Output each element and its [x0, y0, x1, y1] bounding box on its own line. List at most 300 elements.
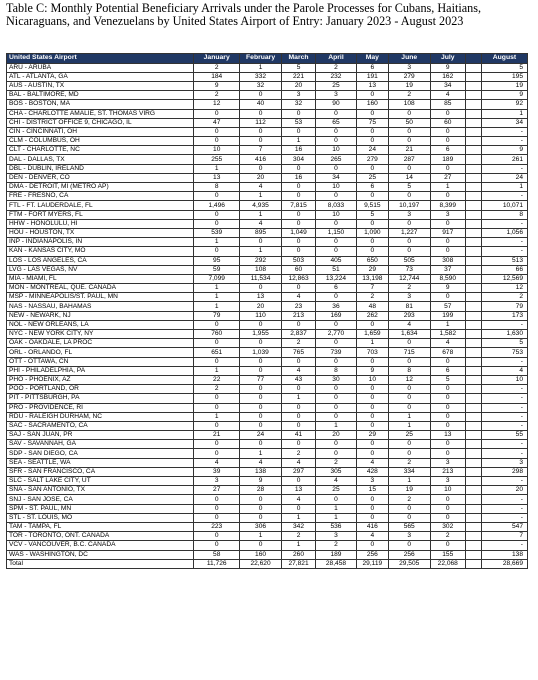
- value-cell: 112: [240, 118, 282, 127]
- cell-spacer: [465, 164, 481, 173]
- cell-spacer: [465, 210, 481, 219]
- value-cell: 1,227: [388, 228, 430, 237]
- table-row: [7, 164, 528, 173]
- value-cell: -: [481, 219, 527, 228]
- value-cell: 0: [388, 164, 430, 173]
- value-cell: 13,198: [356, 274, 388, 283]
- value-cell: 332: [240, 72, 282, 81]
- value-cell: 0: [316, 219, 357, 228]
- value-cell: 25: [316, 486, 357, 495]
- value-cell: -: [481, 320, 527, 329]
- cell-spacer: [465, 183, 481, 192]
- value-cell: 261: [481, 155, 527, 164]
- value-cell: 3: [281, 91, 315, 100]
- value-cell: 0: [316, 449, 357, 458]
- value-cell: 0: [316, 357, 357, 366]
- airport-name-cell: ARU - ARUBA: [7, 63, 194, 72]
- value-cell: 160: [240, 550, 282, 559]
- value-cell: 2: [388, 91, 430, 100]
- value-cell: 505: [388, 256, 430, 265]
- cell-spacer: [465, 155, 481, 164]
- value-cell: 0: [194, 320, 240, 329]
- value-cell: 3: [481, 458, 527, 467]
- value-cell: 51: [316, 265, 357, 274]
- value-cell: 0: [356, 440, 388, 449]
- airport-name-cell: OAK - OAKDALE, LA PROC: [7, 339, 194, 348]
- value-cell: 0: [356, 91, 388, 100]
- column-header: June: [388, 54, 430, 64]
- value-cell: 0: [240, 238, 282, 247]
- value-cell: 428: [356, 467, 388, 476]
- value-cell: 32: [281, 100, 315, 109]
- value-cell: 13,224: [316, 274, 357, 283]
- value-cell: 3: [388, 293, 430, 302]
- value-cell: 10: [316, 146, 357, 155]
- value-cell: 27,821: [281, 559, 315, 568]
- cell-spacer: [465, 320, 481, 329]
- value-cell: 0: [316, 440, 357, 449]
- value-cell: 10,197: [388, 201, 430, 210]
- table-row: [7, 504, 528, 513]
- airport-name-cell: POO - PORTLAND, OR: [7, 385, 194, 394]
- value-cell: 221: [281, 72, 315, 81]
- value-cell: 27: [430, 173, 465, 182]
- value-cell: 108: [388, 100, 430, 109]
- value-cell: 0: [388, 403, 430, 412]
- table-row: [7, 320, 528, 329]
- value-cell: 47: [194, 118, 240, 127]
- value-cell: 0: [356, 385, 388, 394]
- value-cell: 0: [281, 127, 315, 136]
- airport-name-cell: PRO - PROVIDENCE, RI: [7, 403, 194, 412]
- airport-name-cell: NOL - NEW ORLEANS, LA: [7, 320, 194, 329]
- value-cell: 0: [430, 394, 465, 403]
- value-cell: 0: [388, 247, 430, 256]
- airport-name-cell: CLT - CHARLOTTE, NC: [7, 146, 194, 155]
- value-cell: 0: [388, 137, 430, 146]
- value-cell: 138: [481, 550, 527, 559]
- table-row: [7, 146, 528, 155]
- value-cell: 0: [281, 477, 315, 486]
- value-cell: 9: [240, 477, 282, 486]
- value-cell: -: [481, 385, 527, 394]
- value-cell: 13: [194, 173, 240, 182]
- value-cell: 1: [430, 320, 465, 329]
- value-cell: 108: [240, 265, 282, 274]
- value-cell: 0: [281, 164, 315, 173]
- value-cell: 10: [481, 375, 527, 384]
- value-cell: 0: [316, 137, 357, 146]
- value-cell: 15: [356, 486, 388, 495]
- cell-spacer: [465, 109, 481, 118]
- value-cell: 342: [281, 522, 315, 531]
- value-cell: 29,119: [356, 559, 388, 568]
- table-row: [7, 293, 528, 302]
- value-cell: 4: [240, 458, 282, 467]
- value-cell: 2,770: [316, 330, 357, 339]
- value-cell: 232: [316, 72, 357, 81]
- table-row: [7, 532, 528, 541]
- value-cell: 1,039: [240, 348, 282, 357]
- value-cell: 0: [356, 421, 388, 430]
- value-cell: 79: [194, 311, 240, 320]
- value-cell: 4: [481, 366, 527, 375]
- cell-spacer: [465, 100, 481, 109]
- value-cell: 2: [194, 91, 240, 100]
- value-cell: 95: [194, 256, 240, 265]
- value-cell: 0: [194, 532, 240, 541]
- value-cell: 0: [356, 320, 388, 329]
- value-cell: 12: [388, 375, 430, 384]
- value-cell: 1: [240, 449, 282, 458]
- value-cell: 8: [316, 366, 357, 375]
- value-cell: 292: [240, 256, 282, 265]
- value-cell: 0: [430, 109, 465, 118]
- value-cell: -: [481, 421, 527, 430]
- value-cell: 1: [316, 421, 357, 430]
- cell-spacer: [465, 137, 481, 146]
- value-cell: 0: [281, 403, 315, 412]
- value-cell: 260: [281, 550, 315, 559]
- airport-name-cell: NEW - NEWARK, NJ: [7, 311, 194, 320]
- value-cell: 0: [430, 440, 465, 449]
- value-cell: 7,815: [281, 201, 315, 210]
- value-cell: 0: [430, 238, 465, 247]
- value-cell: 138: [240, 467, 282, 476]
- cell-spacer: [465, 311, 481, 320]
- value-cell: 2: [388, 284, 430, 293]
- cell-spacer: [465, 173, 481, 182]
- value-cell: 77: [240, 375, 282, 384]
- value-cell: 0: [430, 192, 465, 201]
- value-cell: 1,955: [240, 330, 282, 339]
- column-header: August: [481, 54, 527, 64]
- table-row: [7, 449, 528, 458]
- value-cell: 0: [194, 513, 240, 522]
- table-row: [7, 109, 528, 118]
- airport-name-cell: SAJ - SAN JUAN, PR: [7, 431, 194, 440]
- value-cell: 3: [316, 91, 357, 100]
- airport-name-cell: MIA - MIAMI, FL: [7, 274, 194, 283]
- table-row: [7, 394, 528, 403]
- value-cell: 0: [356, 541, 388, 550]
- value-cell: 0: [356, 219, 388, 228]
- value-cell: 0: [240, 403, 282, 412]
- value-cell: 2: [481, 293, 527, 302]
- value-cell: 0: [194, 421, 240, 430]
- value-cell: 34: [481, 118, 527, 127]
- table-row: [7, 63, 528, 72]
- value-cell: -: [481, 137, 527, 146]
- table-row: [7, 192, 528, 201]
- value-cell: 304: [281, 155, 315, 164]
- cell-spacer: [465, 146, 481, 155]
- value-cell: 265: [316, 155, 357, 164]
- value-cell: 25: [388, 431, 430, 440]
- value-cell: 1: [240, 532, 282, 541]
- value-cell: 10: [356, 375, 388, 384]
- value-cell: 0: [281, 238, 315, 247]
- value-cell: 1,150: [316, 228, 357, 237]
- value-cell: 0: [388, 440, 430, 449]
- value-cell: 9: [194, 81, 240, 90]
- value-cell: -: [481, 440, 527, 449]
- table-row: [7, 173, 528, 182]
- value-cell: 223: [194, 522, 240, 531]
- value-cell: 2,837: [281, 330, 315, 339]
- value-cell: 0: [194, 247, 240, 256]
- value-cell: 0: [356, 449, 388, 458]
- table-row: [7, 421, 528, 430]
- value-cell: 11,726: [194, 559, 240, 568]
- value-cell: 0: [430, 513, 465, 522]
- value-cell: 298: [481, 467, 527, 476]
- cell-spacer: [465, 238, 481, 247]
- airport-name-cell: FTM - FORT MYERS, FL: [7, 210, 194, 219]
- value-cell: 0: [388, 385, 430, 394]
- table-row: [7, 81, 528, 90]
- value-cell: 256: [356, 550, 388, 559]
- value-cell: 7: [240, 146, 282, 155]
- value-cell: 36: [316, 302, 357, 311]
- airport-name-cell: SAC - SACRAMENTO, CA: [7, 421, 194, 430]
- value-cell: 173: [481, 311, 527, 320]
- value-cell: 0: [316, 339, 357, 348]
- value-cell: 0: [388, 449, 430, 458]
- value-cell: 4: [194, 458, 240, 467]
- value-cell: 34: [316, 173, 357, 182]
- value-cell: 24: [356, 146, 388, 155]
- table-row: [7, 201, 528, 210]
- value-cell: 2: [194, 385, 240, 394]
- value-cell: 14: [388, 173, 430, 182]
- value-cell: 1: [356, 339, 388, 348]
- cell-spacer: [465, 504, 481, 513]
- value-cell: 4: [240, 219, 282, 228]
- value-cell: 81: [388, 302, 430, 311]
- cell-spacer: [465, 330, 481, 339]
- value-cell: 0: [316, 164, 357, 173]
- value-cell: 4: [356, 458, 388, 467]
- airport-name-cell: FRE - FRESNO, CA: [7, 192, 194, 201]
- table-row: [7, 284, 528, 293]
- value-cell: 16: [281, 173, 315, 182]
- table-row: [7, 458, 528, 467]
- value-cell: 302: [430, 522, 465, 531]
- value-cell: 20: [240, 302, 282, 311]
- value-cell: 1: [240, 192, 282, 201]
- value-cell: 0: [240, 385, 282, 394]
- value-cell: 0: [316, 127, 357, 136]
- value-cell: 1: [194, 293, 240, 302]
- table-row: [7, 440, 528, 449]
- value-cell: 24: [240, 431, 282, 440]
- cell-spacer: [465, 541, 481, 550]
- value-cell: 1: [194, 164, 240, 173]
- value-cell: 0: [316, 109, 357, 118]
- value-cell: 1: [481, 109, 527, 118]
- value-cell: -: [481, 412, 527, 421]
- value-cell: 4: [430, 91, 465, 100]
- table-row: [7, 513, 528, 522]
- value-cell: 0: [316, 238, 357, 247]
- value-cell: 9: [481, 146, 527, 155]
- value-cell: 4: [240, 183, 282, 192]
- airport-name-cell: DBL - DUBLIN, IRELAND: [7, 164, 194, 173]
- airport-name-cell: PIT - PITTSBURGH, PA: [7, 394, 194, 403]
- value-cell: 4: [281, 366, 315, 375]
- airport-name-cell: BOS - BOSTON, MA: [7, 100, 194, 109]
- value-cell: 9,515: [356, 201, 388, 210]
- value-cell: 0: [281, 385, 315, 394]
- value-cell: -: [481, 164, 527, 173]
- airport-name-cell: SDP - SAN DIEGO, CA: [7, 449, 194, 458]
- airport-name-cell: BAL - BALTIMORE, MD: [7, 91, 194, 100]
- airport-name-cell: AUS - AUSTIN, TX: [7, 81, 194, 90]
- value-cell: 0: [316, 247, 357, 256]
- value-cell: 0: [388, 192, 430, 201]
- table-row: [7, 412, 528, 421]
- value-cell: 2: [316, 541, 357, 550]
- value-cell: 155: [430, 550, 465, 559]
- table-row: [7, 541, 528, 550]
- value-cell: 9: [430, 63, 465, 72]
- value-cell: 160: [356, 100, 388, 109]
- table-row: [7, 210, 528, 219]
- value-cell: 0: [281, 210, 315, 219]
- cell-spacer: [465, 118, 481, 127]
- value-cell: 22,620: [240, 559, 282, 568]
- value-cell: 55: [481, 431, 527, 440]
- value-cell: 1: [430, 183, 465, 192]
- value-cell: -: [481, 541, 527, 550]
- value-cell: -: [481, 192, 527, 201]
- table-row: [7, 403, 528, 412]
- value-cell: 678: [430, 348, 465, 357]
- value-cell: 0: [430, 293, 465, 302]
- value-cell: 739: [316, 348, 357, 357]
- cell-spacer: [465, 440, 481, 449]
- value-cell: 12,744: [388, 274, 430, 283]
- value-cell: 10: [430, 486, 465, 495]
- value-cell: 25: [316, 81, 357, 90]
- airport-name-cell: SFR - SAN FRANCISCO, CA: [7, 467, 194, 476]
- value-cell: 20: [240, 173, 282, 182]
- value-cell: 405: [316, 256, 357, 265]
- value-cell: 0: [194, 192, 240, 201]
- value-cell: 0: [240, 541, 282, 550]
- value-cell: 0: [194, 449, 240, 458]
- value-cell: 895: [240, 228, 282, 237]
- value-cell: 0: [388, 513, 430, 522]
- value-cell: 13: [356, 81, 388, 90]
- value-cell: 0: [281, 183, 315, 192]
- value-cell: 8,399: [430, 201, 465, 210]
- value-cell: 760: [194, 330, 240, 339]
- value-cell: 1: [240, 210, 282, 219]
- airport-name-cell: PHO - PHOENIX, AZ: [7, 375, 194, 384]
- value-cell: -: [481, 127, 527, 136]
- column-header: February: [240, 54, 282, 64]
- value-cell: 0: [316, 495, 357, 504]
- value-cell: 60: [430, 118, 465, 127]
- value-cell: 703: [356, 348, 388, 357]
- value-cell: 13: [430, 431, 465, 440]
- value-cell: 0: [240, 339, 282, 348]
- value-cell: 0: [240, 127, 282, 136]
- value-cell: 199: [430, 311, 465, 320]
- value-cell: 8: [194, 183, 240, 192]
- value-cell: 48: [356, 302, 388, 311]
- cell-spacer: [465, 522, 481, 531]
- value-cell: 1: [281, 513, 315, 522]
- value-cell: 12,863: [281, 274, 315, 283]
- value-cell: 4: [356, 532, 388, 541]
- value-cell: 191: [356, 72, 388, 81]
- value-cell: -: [481, 495, 527, 504]
- table-row: [7, 247, 528, 256]
- value-cell: 1,496: [194, 201, 240, 210]
- value-cell: 59: [194, 265, 240, 274]
- value-cell: 0: [281, 357, 315, 366]
- value-cell: 0: [240, 109, 282, 118]
- value-cell: 75: [356, 118, 388, 127]
- value-cell: 11,534: [240, 274, 282, 283]
- value-cell: 715: [388, 348, 430, 357]
- airport-name-cell: DAL - DALLAS, TX: [7, 155, 194, 164]
- value-cell: 305: [316, 467, 357, 476]
- column-header: United States Airport: [7, 54, 194, 64]
- value-cell: 29,505: [388, 559, 430, 568]
- cell-spacer: [465, 348, 481, 357]
- table-row: [7, 522, 528, 531]
- value-cell: 0: [388, 109, 430, 118]
- value-cell: 28,458: [316, 559, 357, 568]
- value-cell: 0: [240, 504, 282, 513]
- value-cell: 5: [481, 339, 527, 348]
- value-cell: 53: [281, 118, 315, 127]
- value-cell: 10,071: [481, 201, 527, 210]
- value-cell: 0: [316, 293, 357, 302]
- value-cell: 24: [481, 173, 527, 182]
- cell-spacer: [465, 127, 481, 136]
- value-cell: 8,590: [430, 274, 465, 283]
- value-cell: 2: [356, 293, 388, 302]
- value-cell: 0: [388, 541, 430, 550]
- value-cell: 162: [430, 72, 465, 81]
- value-cell: 90: [316, 100, 357, 109]
- value-cell: 2: [388, 458, 430, 467]
- value-cell: 650: [356, 256, 388, 265]
- table-row: [7, 330, 528, 339]
- cell-spacer: [465, 412, 481, 421]
- value-cell: 0: [194, 495, 240, 504]
- column-header: May: [356, 54, 388, 64]
- cell-spacer: [465, 219, 481, 228]
- value-cell: 262: [356, 311, 388, 320]
- value-cell: 41: [281, 431, 315, 440]
- value-cell: 73: [388, 265, 430, 274]
- table-row: [7, 183, 528, 192]
- value-cell: 1,582: [430, 330, 465, 339]
- airport-name-cell: CIN - CINCINNATI, OH: [7, 127, 194, 136]
- value-cell: 0: [356, 247, 388, 256]
- airport-name-cell: FTL - FT. LAUDERDALE, FL: [7, 201, 194, 210]
- value-cell: 28: [240, 486, 282, 495]
- value-cell: -: [481, 513, 527, 522]
- value-cell: 5: [388, 183, 430, 192]
- value-cell: 3: [388, 210, 430, 219]
